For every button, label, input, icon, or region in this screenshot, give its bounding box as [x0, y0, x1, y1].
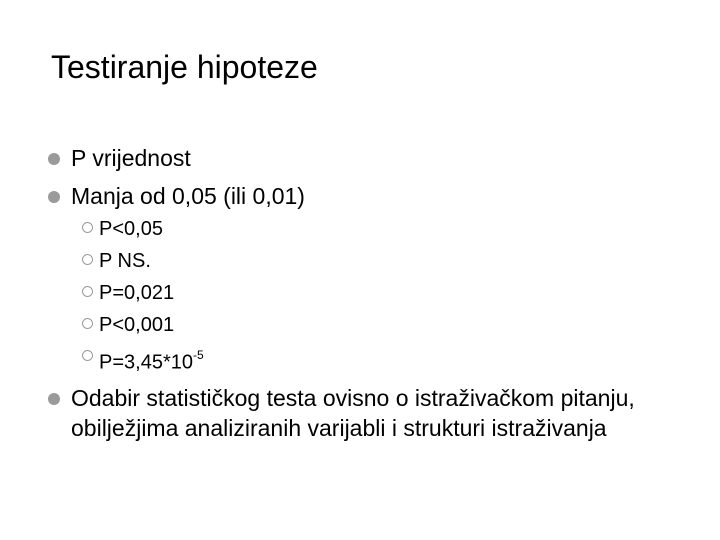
sub-bullet-item: [82, 277, 698, 309]
exponent: -5: [192, 348, 204, 362]
slide-title: Testiranje hipoteze: [51, 49, 318, 85]
slide-body: [48, 143, 698, 451]
hollow-circle-bullet-icon: [82, 222, 93, 233]
bullet-text: Odabir statističkog testa ovisno o istraživačkom pitanju, obilježjima analiziranih varijabli i strukturi istraživanja: [71, 384, 635, 441]
sub-bullet-text: P=3,45*10: [99, 351, 193, 374]
sub-bullet-item: [82, 213, 698, 245]
filled-circle-bullet-icon: [48, 393, 60, 405]
bullet-text: Manja od 0,05 (ili 0,01): [71, 183, 305, 209]
sub-bullet-list: [48, 213, 698, 379]
sub-bullet-item: [82, 341, 698, 379]
hollow-circle-bullet-icon: [82, 254, 93, 265]
hollow-circle-bullet-icon: [82, 318, 93, 329]
hollow-circle-bullet-icon: [82, 286, 93, 297]
sub-bullet-item: [82, 309, 698, 341]
bullet-text: P vrijednost: [71, 145, 191, 171]
sub-bullet-item: [82, 245, 698, 277]
bullet-item: [48, 181, 698, 211]
sub-bullet-text: P=0,021: [99, 282, 175, 304]
filled-circle-bullet-icon: [48, 153, 60, 165]
bullet-item: [48, 383, 698, 443]
filled-circle-bullet-icon: [48, 191, 60, 203]
sub-bullet-text: P<0,05: [99, 218, 163, 240]
sub-bullet-text: P<0,001: [99, 314, 175, 336]
sub-bullet-text: P NS.: [99, 250, 151, 272]
bullet-item: [48, 143, 698, 173]
hollow-circle-bullet-icon: [82, 350, 93, 361]
